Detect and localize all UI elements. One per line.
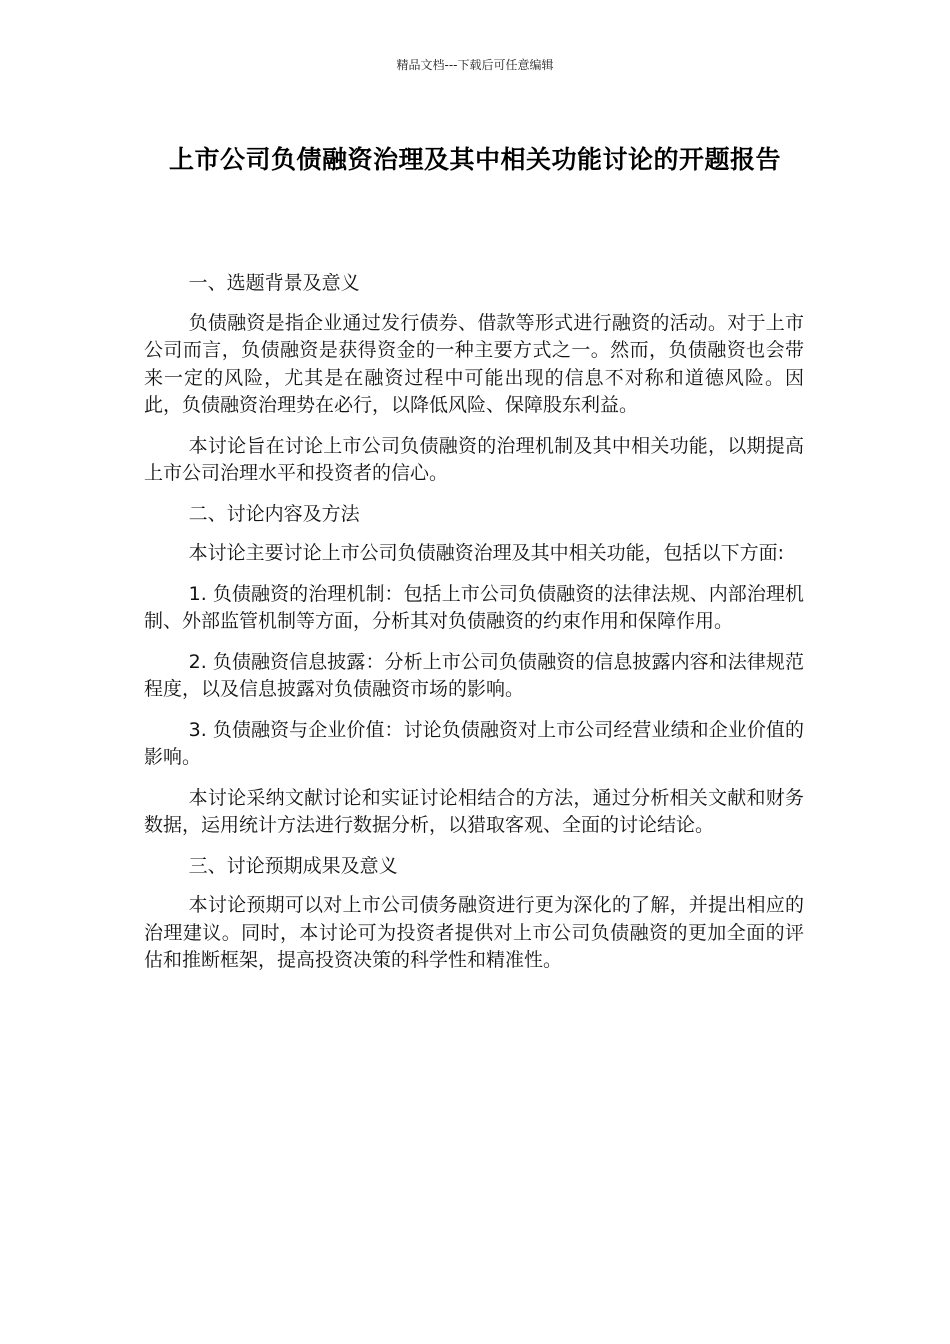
document-title: 上市公司负债融资治理及其中相关功能讨论的开题报告 [168, 145, 781, 174]
section-heading-content-methods: 二、讨论内容及方法 [188, 502, 360, 525]
paragraph-debt-financing-definition: 负债融资是指企业通过发行债券、借款等形式进行融资的活动。对于上市公司而言，负债融资是获得资金的一种主要方式之一。然而，负债融资也会带来一定的风险，尤其是在融资过程中可能出现的信息不对称和道德风险。因此，负债融资治理势在必行，以降低风险、保障股东利益。 [144, 311, 804, 416]
paragraph-study-purpose: 本讨论旨在讨论上市公司负债融资的治理机制及其中相关功能，以期提高上市公司治理水平和投资者的信心。 [144, 434, 804, 484]
page-header: 精品文档---下载后可任意编辑 [396, 58, 554, 72]
list-item-information-disclosure: 2. 负债融资信息披露：分析上市公司负债融资的信息披露内容和法律规范程度，以及信息披露对负债融资市场的影响。 [144, 650, 804, 700]
list-item-governance-mechanism: 1. 负债融资的治理机制：包括上市公司负债融资的法律法规、内部治理机制、外部监管机制等方面，分析其对负债融资的约束作用和保障作用。 [144, 582, 804, 632]
section-heading-expected-results: 三、讨论预期成果及意义 [188, 854, 398, 877]
document-body [144, 270, 804, 988]
paragraph-study-scope: 本讨论主要讨论上市公司负债融资治理及其中相关功能，包括以下方面: [188, 542, 785, 564]
list-item-enterprise-value: 3. 负债融资与企业价值：讨论负债融资对上市公司经营业绩和企业价值的影响。 [144, 718, 804, 768]
paragraph-research-method: 本讨论采纳文献讨论和实证讨论相结合的方法，通过分析相关文献和财务数据，运用统计方法进行数据分析，以猎取客观、全面的讨论结论。 [144, 786, 804, 836]
paragraph-expected-outcome: 本讨论预期可以对上市公司债务融资进行更为深化的了解，并提出相应的治理建议。同时，本讨论可为投资者提供对上市公司负债融资的更加全面的评估和推断框架，提高投资决策的科学性和精准性。 [144, 894, 804, 971]
section-heading-background: 一、选题背景及意义 [188, 272, 360, 294]
